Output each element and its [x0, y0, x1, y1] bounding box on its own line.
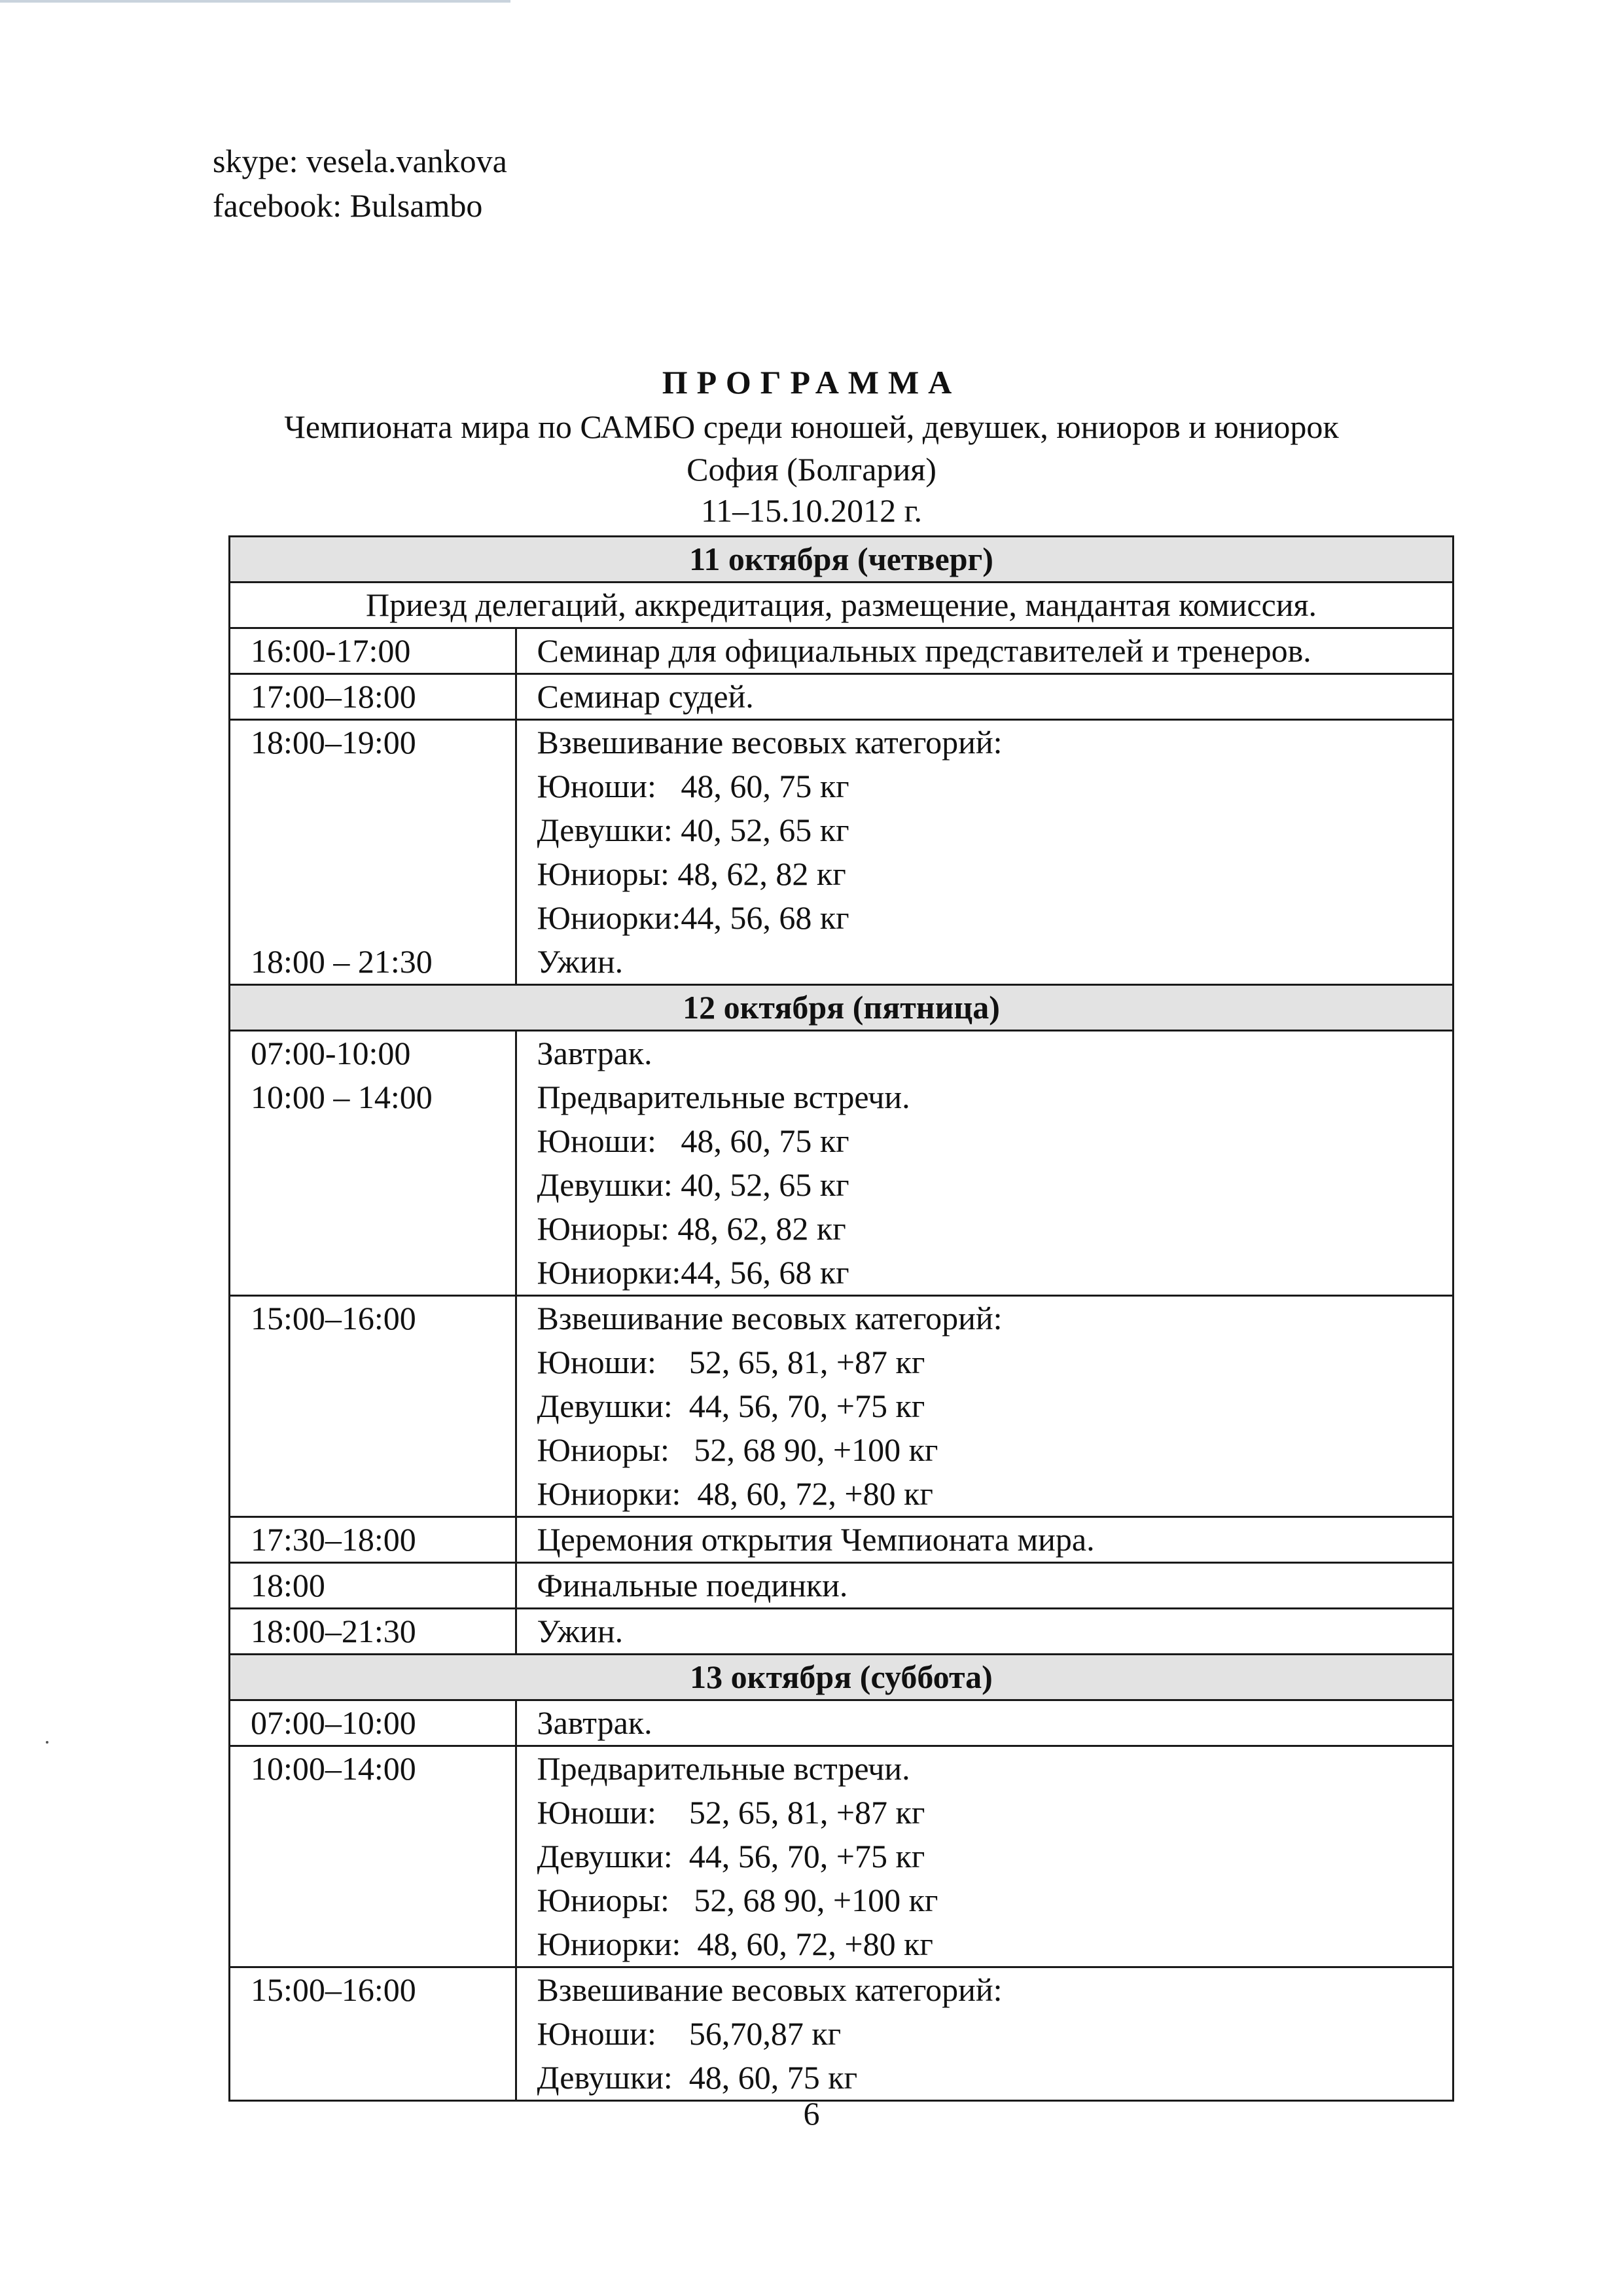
scan-dust-dot [46, 1741, 48, 1744]
event-line: Юноши: 52, 65, 81, +87 кг [537, 1794, 925, 1831]
schedule-row [230, 1296, 1454, 1517]
time-line: 07:00-10:00 [251, 1035, 411, 1071]
arrival-note: Приезд делегаций, аккредитация, размещение, мандантая комиссия. [230, 583, 1454, 628]
event-line: Юноши: 52, 65, 81, +87 кг [537, 1344, 925, 1380]
time-line: 18:00 – 21:30 [251, 943, 433, 980]
event-line: Юноши: 48, 60, 75 кг [537, 768, 849, 804]
schedule-row [230, 628, 1454, 674]
event-line: Девушки: 40, 52, 65 кг [537, 812, 849, 848]
schedule-row [230, 1967, 1454, 2101]
event-line: Взвешивание весовых категорий: [537, 1300, 1003, 1336]
time-cell: 17:30–18:00 [230, 1517, 516, 1563]
time-cell: 07:00–10:00 [230, 1700, 516, 1746]
time-cell: 17:00–18:00 [230, 674, 516, 720]
event-line: Взвешивание весовых категорий: [537, 1971, 1003, 2008]
event-dates: 11–15.10.2012 г. [700, 492, 922, 529]
day-header: 11 октября (четверг) [230, 537, 1454, 583]
time-cell: 18:00 [230, 1563, 516, 1609]
schedule-row [230, 1609, 1454, 1655]
day-header-row [230, 985, 1454, 1031]
event-cell: Завтрак. [516, 1700, 1453, 1746]
event-cell [516, 720, 1453, 985]
page-number: 6 [803, 2095, 820, 2132]
contact-block [213, 139, 507, 228]
time-cell [230, 720, 516, 985]
event-line: Юниорки: 48, 60, 72, +80 кг [537, 1926, 933, 1962]
event-line: Юниоры: 52, 68 90, +100 кг [537, 1882, 938, 1918]
facebook-contact: facebook: Bulsambo [213, 187, 483, 224]
skype-contact: skype: vesela.vankova [213, 143, 507, 179]
event-cell: Семинар судей. [516, 674, 1453, 720]
event-line: Юниоры: 48, 62, 82 кг [537, 1210, 846, 1247]
schedule-row [230, 1517, 1454, 1563]
time-cell: 15:00–16:00 [230, 1967, 516, 2101]
day-header-row [230, 537, 1454, 583]
event-line: Юниорки: 48, 60, 72, +80 кг [537, 1475, 933, 1512]
day-header: 13 октября (суббота) [230, 1655, 1454, 1700]
time-cell: 15:00–16:00 [230, 1296, 516, 1517]
document-subtitle: Чемпионата мира по САМБО среди юношей, девушек, юниоров и юниорок [284, 408, 1339, 445]
event-cell [516, 1296, 1453, 1517]
time-cell [230, 1031, 516, 1296]
event-cell: Ужин. [516, 1609, 1453, 1655]
event-line: Девушки: 40, 52, 65 кг [537, 1166, 849, 1203]
event-line: Девушки: 44, 56, 70, +75 кг [537, 1838, 925, 1874]
schedule-row [230, 1700, 1454, 1746]
event-cell: Церемония открытия Чемпионата мира. [516, 1517, 1453, 1563]
event-cell [516, 1746, 1453, 1967]
event-line: Юниоры: 48, 62, 82 кг [537, 855, 846, 892]
schedule-row [230, 674, 1454, 720]
day-header-row [230, 1655, 1454, 1700]
event-line: Завтрак. [537, 1035, 652, 1071]
event-cell [516, 1967, 1453, 2101]
schedule-row [230, 720, 1454, 985]
time-line: 18:00–19:00 [251, 724, 416, 761]
scan-edge-line [0, 0, 510, 3]
event-line: Юниоры: 52, 68 90, +100 кг [537, 1431, 938, 1468]
document-title: ПРОГРАММА [662, 364, 961, 401]
time-cell: 18:00–21:30 [230, 1609, 516, 1655]
event-line: Юноши: 56,70,87 кг [537, 2015, 842, 2052]
event-line: Юниорки:44, 56, 68 кг [537, 899, 849, 936]
event-line: Предварительные встречи. [537, 1079, 910, 1115]
schedule-table [228, 535, 1454, 2102]
time-cell: 16:00-17:00 [230, 628, 516, 674]
time-cell: 10:00–14:00 [230, 1746, 516, 1967]
schedule-row [230, 1563, 1454, 1609]
event-cell [516, 1031, 1453, 1296]
event-line: Предварительные встречи. [537, 1750, 910, 1787]
event-cell: Финальные поединки. [516, 1563, 1453, 1609]
schedule-row [230, 1746, 1454, 1967]
schedule-row [230, 583, 1454, 628]
event-location: София (Болгария) [687, 451, 936, 488]
event-line: Взвешивание весовых категорий: [537, 724, 1003, 761]
event-line: Юниорки:44, 56, 68 кг [537, 1254, 849, 1291]
event-line: Юноши: 48, 60, 75 кг [537, 1122, 849, 1159]
event-line: Девушки: 48, 60, 75 кг [537, 2059, 858, 2096]
day-header: 12 октября (пятница) [230, 985, 1454, 1031]
event-line: Девушки: 44, 56, 70, +75 кг [537, 1388, 925, 1424]
event-line: Ужин. [537, 943, 624, 980]
event-cell: Семинар для официальных представителей и тренеров. [516, 628, 1453, 674]
time-line: 10:00 – 14:00 [251, 1079, 433, 1115]
schedule-row [230, 1031, 1454, 1296]
